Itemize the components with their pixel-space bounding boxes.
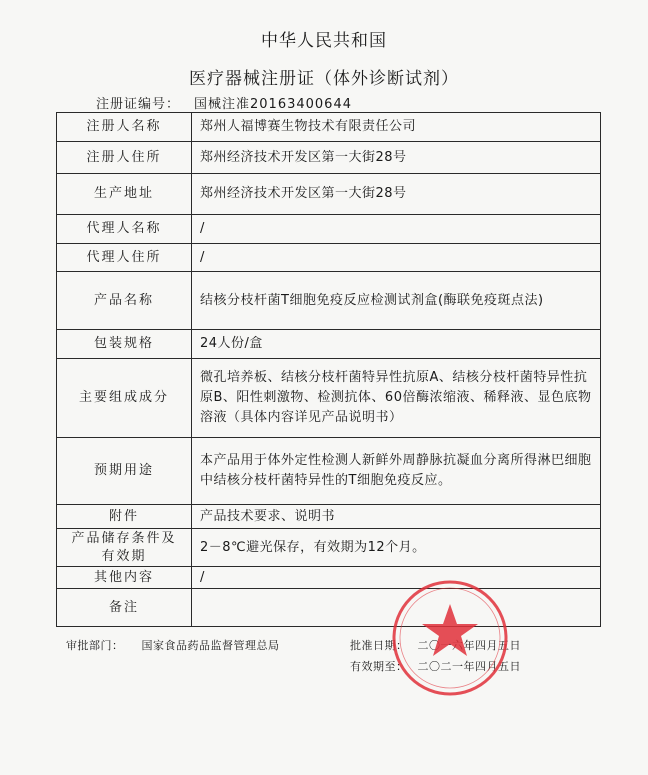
row-label: 代理人住所 <box>57 244 192 272</box>
table-row <box>57 215 601 244</box>
row-value: / <box>192 244 601 272</box>
row-label: 产品储存条件及有效期 <box>57 529 192 567</box>
official-seal <box>390 578 510 698</box>
row-label: 备注 <box>57 589 192 627</box>
expiry-date-value: 二〇二一年四月五日 <box>417 660 521 673</box>
row-value: 郑州经济技术开发区第一大街28号 <box>192 174 601 215</box>
expiry-date-label: 有效期至： <box>350 660 408 673</box>
table-row <box>57 529 601 567</box>
approval-department <box>66 637 280 653</box>
table-row <box>57 330 601 359</box>
table-row <box>57 567 601 589</box>
row-value: 2－8℃避光保存，有效期为12个月。 <box>192 529 601 567</box>
registration-number-value: 国械注准20163400644 <box>194 97 352 112</box>
row-value: / <box>192 215 601 244</box>
row-label: 产品名称 <box>57 272 192 330</box>
table-row <box>57 505 601 529</box>
row-label: 附件 <box>57 505 192 529</box>
table-row <box>57 244 601 272</box>
row-value: 产品技术要求、说明书 <box>192 505 601 529</box>
row-label: 生产地址 <box>57 174 192 215</box>
registration-number <box>96 93 352 112</box>
registration-number-label: 注册证编号： <box>96 97 181 112</box>
row-value: 结核分枝杆菌T细胞免疫反应检测试剂盒(酶联免疫斑点法) <box>192 272 601 330</box>
document-title: 中华人民共和国 <box>261 31 387 51</box>
table-row <box>57 174 601 215</box>
row-label: 注册人名称 <box>57 113 192 142</box>
certificate-table <box>56 112 601 627</box>
table-row <box>57 438 601 505</box>
row-label: 代理人名称 <box>57 215 192 244</box>
table-row <box>57 113 601 142</box>
row-value: 郑州经济技术开发区第一大街28号 <box>192 142 601 174</box>
approval-date-label: 批准日期： <box>350 639 408 652</box>
approval-department-value: 国家食品药品监督管理总局 <box>141 639 280 652</box>
table-row <box>57 142 601 174</box>
row-value: 24人份/盒 <box>192 330 601 359</box>
row-value: 本产品用于体外定性检测人新鲜外周静脉抗凝血分离所得淋巴细胞中结核分枝杆菌特异性的T细胞免疫反应。 <box>192 438 601 505</box>
row-label: 主要组成成分 <box>57 359 192 438</box>
row-label: 其他内容 <box>57 567 192 589</box>
row-value: 微孔培养板、结核分枝杆菌特异性抗原A、结核分枝杆菌特异性抗原B、阳性刺激物、检测抗体、60倍酶浓缩液、稀释液、显色底物溶液（具体内容详见产品说明书） <box>192 359 601 438</box>
table-row <box>57 359 601 438</box>
certificate-title: 医疗器械注册证（体外诊断试剂） <box>189 69 459 89</box>
approval-date-value: 二〇一六年四月五日 <box>417 639 521 652</box>
row-value: 郑州人福博赛生物技术有限责任公司 <box>192 113 601 142</box>
approval-department-label: 审批部门： <box>66 639 124 652</box>
table-row <box>57 272 601 330</box>
row-label: 注册人住所 <box>57 142 192 174</box>
table-row <box>57 589 601 627</box>
row-label: 包装规格 <box>57 330 192 359</box>
row-label: 预期用途 <box>57 438 192 505</box>
row-value: / <box>192 567 601 589</box>
